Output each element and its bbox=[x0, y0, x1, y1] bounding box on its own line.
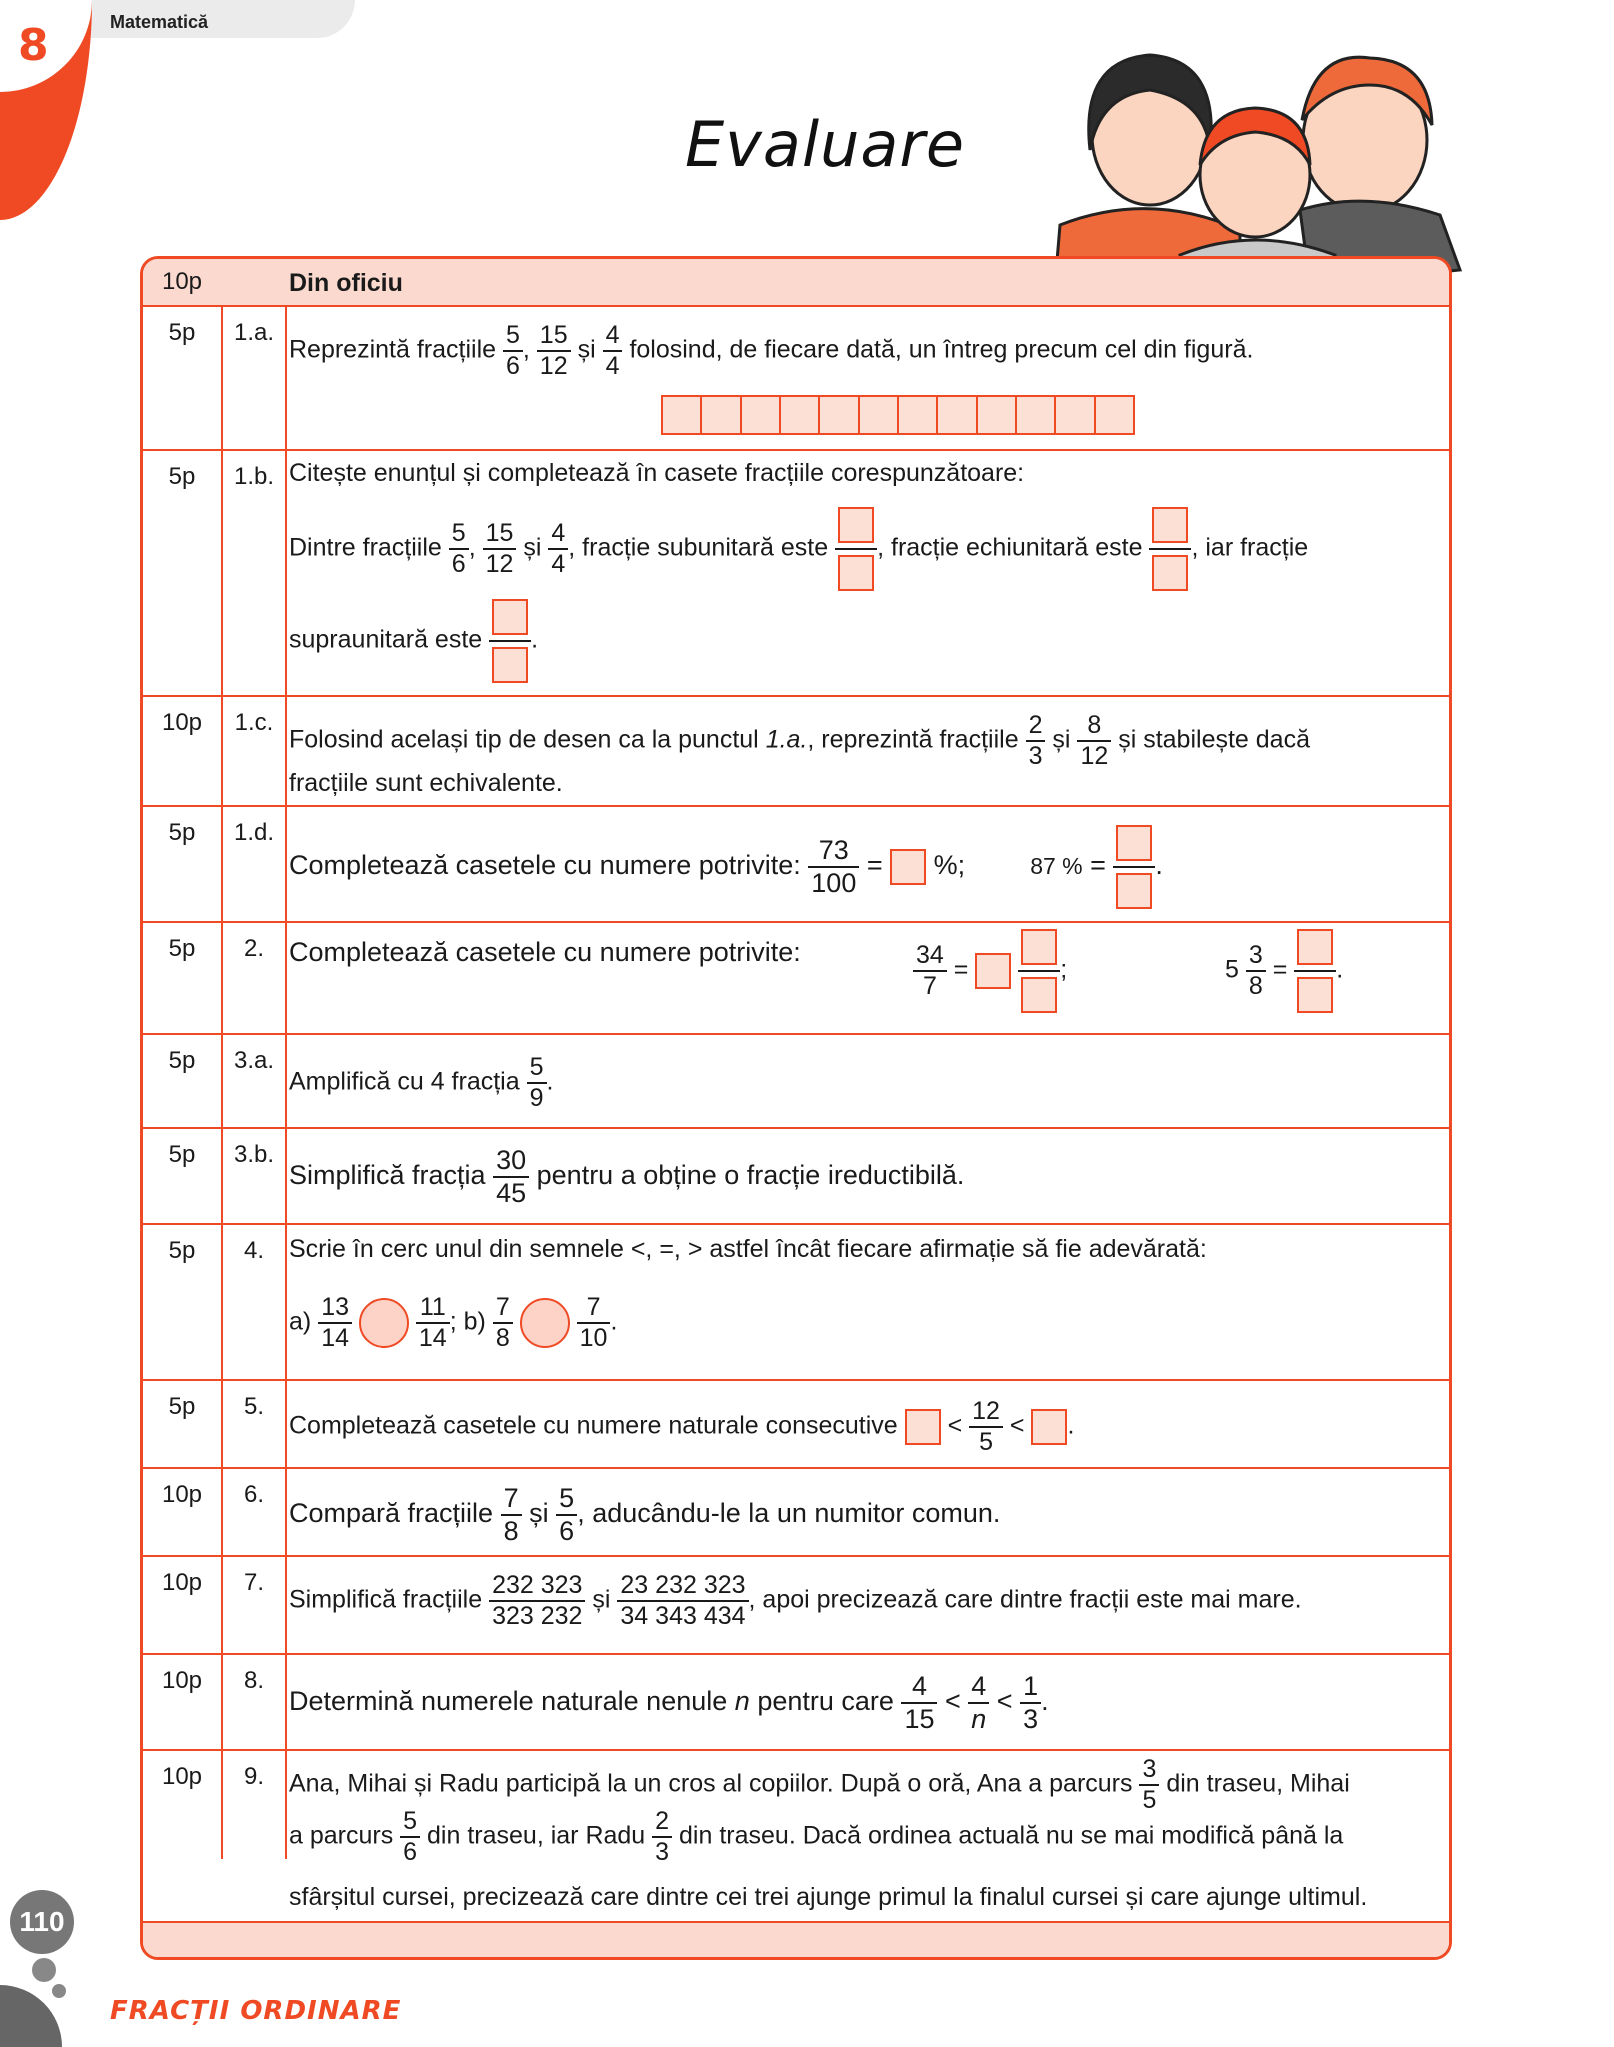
fraction: $\frac{232 323}{323 232}$ bbox=[489, 1571, 585, 1631]
table-row: 10p 1.c. Folosind același tip de desen ca la punctul 1.a., reprezintă fracțiile $\frac{2}{3}$ și $\frac{8}{12}$ și stabilește dacă fracțiile sunt echivalente. bbox=[143, 697, 1449, 807]
fraction: $\frac{13}{14}$ bbox=[318, 1293, 352, 1353]
answer-box[interactable] bbox=[1031, 1409, 1067, 1445]
table-row: 5p 1.a. Reprezintă fracțiile $\frac{5}{6}$ , $\frac{15}{12}$ și $\frac{4}{4}$ folosind, de fiecare dată, un întreg precum cel din figură. bbox=[143, 307, 1449, 451]
comparison-circle[interactable] bbox=[520, 1298, 570, 1348]
fraction: $\frac{2}{3}$ bbox=[1026, 711, 1046, 771]
answer-box-fraction[interactable] bbox=[1113, 825, 1155, 909]
table-row: 10p 6. Compară fracțiile $\frac{7}{8}$ și $\frac{5}{6}$ , aducându-le la un numitor comun. bbox=[143, 1469, 1449, 1557]
points-cell: 10p bbox=[161, 268, 203, 295]
answer-box-fraction[interactable] bbox=[1018, 929, 1060, 1013]
fraction: $\frac{3}{5}$ bbox=[1139, 1755, 1159, 1815]
table-header-row bbox=[143, 259, 1449, 307]
fraction: $\frac{5}{6}$ bbox=[400, 1807, 420, 1867]
evaluation-table bbox=[140, 256, 1452, 1960]
decor-dot bbox=[32, 1958, 56, 1982]
answer-box-fraction[interactable] bbox=[489, 599, 531, 683]
fraction: $\frac{4}{15}$ bbox=[901, 1671, 937, 1735]
chapter-title: FRACȚII ORDINARE bbox=[110, 1996, 402, 2026]
fraction: $\frac{4}{n}$ bbox=[968, 1671, 989, 1735]
table-row: 10p 8. Determină numerele naturale nenule n pentru care $\frac{4}{15}$ < $\frac{4}{n}$ < $\frac{1}{3}$ . bbox=[143, 1655, 1449, 1751]
fraction: $\frac{8}{12}$ bbox=[1077, 711, 1111, 771]
table-row: 5p 3.a. Amplifică cu 4 fracția $\frac{5}{9}$ . bbox=[143, 1035, 1449, 1129]
fraction: $\frac{73}{100}$ bbox=[808, 835, 859, 899]
answer-box-fraction[interactable] bbox=[1294, 929, 1336, 1013]
answer-box[interactable] bbox=[975, 953, 1011, 989]
answer-box[interactable] bbox=[890, 849, 926, 885]
fraction: $\frac{5}{6}$ bbox=[503, 321, 523, 381]
fraction: $\frac{15}{12}$ bbox=[483, 519, 517, 579]
table-row: 5p 1.d. Completează casetele cu numere potrivite: $\frac{73}{100}$ = %; 87 % = . bbox=[143, 807, 1449, 923]
table-row: 5p 1.b. Citește enunțul și completează în casete fracțiile corespunzătoare: Dintre fracțiile $\frac{5}{6}$ , $\frac{15}{12}$ și $\frac{4}{4}$ , fracție subunitară este , fracție echiunitară este , iar fracție supraunitară este . bbox=[143, 451, 1449, 697]
fraction: $\frac{23 232 323}{34 343 434}$ bbox=[617, 1571, 748, 1631]
fraction: $\frac{2}{3}$ bbox=[652, 1807, 672, 1867]
unit-strip-figure bbox=[661, 395, 1135, 435]
answer-box[interactable] bbox=[905, 1409, 941, 1445]
fraction: $\frac{7}{10}$ bbox=[577, 1293, 611, 1353]
subject-label: Matematică bbox=[110, 12, 209, 32]
answer-box-fraction[interactable] bbox=[1149, 507, 1191, 591]
decor-dot bbox=[52, 1984, 66, 1998]
fraction: $\frac{7}{8}$ bbox=[493, 1293, 513, 1353]
fraction: $\frac{34}{7}$ bbox=[913, 941, 947, 1001]
table-row: 5p 4. Scrie în cerc unul din semnele <, =, > astfel încât fiecare afirmație să fie adevărată: a) $\frac{13}{14}$ $\frac{11}{14}$ ; b) $\frac{7}{8}$ $\frac{7}{10}$ . bbox=[143, 1225, 1449, 1381]
answer-box-fraction[interactable] bbox=[835, 507, 877, 591]
header-label: Din oficiu bbox=[289, 269, 403, 297]
comparison-circle[interactable] bbox=[359, 1298, 409, 1348]
table-row: 10p 7. Simplifică fracțiile $\frac{232 323}{323 232}$ și $\frac{23 232 323}{34 343 434}$ , apoi precizează care dintre fracții este mai mare. bbox=[143, 1557, 1449, 1655]
fraction: $\frac{1}{3}$ bbox=[1020, 1671, 1041, 1735]
page-number-bottom: 110 bbox=[10, 1890, 74, 1954]
fraction: $\frac{4}{4}$ bbox=[548, 519, 568, 579]
page-number-top: 8 bbox=[18, 20, 49, 71]
fraction: $\frac{5}{6}$ bbox=[449, 519, 469, 579]
table-row: 10p 9. Ana, Mihai și Radu participă la un cros al copiilor. După o oră, Ana a parcurs $\frac{3}{5}$ din traseu, Mihai a parcurs $\frac{5}{6}$ din traseu, iar Radu $\frac{2}{3}$ din traseu. Dacă ordinea actuală nu se mai modifică până la sfârșitul cursei, precizează care dintre cei trei ajunge primul la finalul cursei și care ajunge ultimul. bbox=[143, 1751, 1449, 1923]
table-footer-band bbox=[143, 1923, 1449, 1960]
fraction: $\frac{15}{12}$ bbox=[537, 321, 571, 381]
fraction: $\frac{5}{6}$ bbox=[556, 1483, 577, 1547]
fraction: $\frac{12}{5}$ bbox=[969, 1397, 1003, 1457]
fraction: $\frac{30}{45}$ bbox=[493, 1145, 529, 1209]
table-row: 5p 3.b. Simplifică fracția $\frac{30}{45}$ pentru a obține o fracție ireductibilă. bbox=[143, 1129, 1449, 1225]
fraction: $\frac{5}{9}$ bbox=[527, 1053, 547, 1113]
fraction: $\frac{3}{8}$ bbox=[1246, 941, 1266, 1001]
fraction: $\frac{7}{8}$ bbox=[501, 1483, 522, 1547]
table-row: 5p 5. Completează casetele cu numere naturale consecutive < $\frac{12}{5}$ < . bbox=[143, 1381, 1449, 1469]
table-row: 5p 2. Completează casetele cu numere potrivite: $\frac{34}{7}$ = ; 5 $\frac{3}{8}$ = . bbox=[143, 923, 1449, 1035]
fraction: $\frac{4}{4}$ bbox=[603, 321, 623, 381]
page-title: Evaluare bbox=[685, 108, 966, 181]
fraction: $\frac{11}{14}$ bbox=[416, 1293, 450, 1353]
